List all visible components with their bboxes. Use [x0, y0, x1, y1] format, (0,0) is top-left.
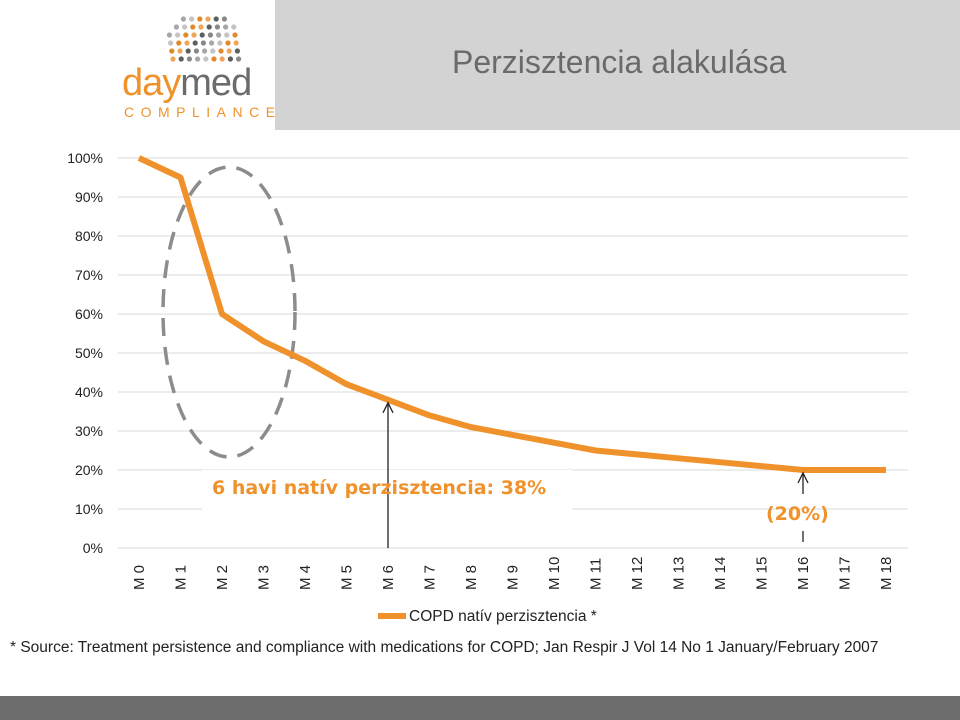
- y-tick-label: 80%: [74, 228, 103, 244]
- logo-dot: [231, 24, 236, 29]
- x-axis-ticks: [131, 557, 895, 590]
- logo-dot: [232, 32, 237, 37]
- y-tick-label: 100%: [67, 150, 103, 166]
- y-tick-label: 50%: [74, 345, 103, 361]
- x-tick-label: M 18: [878, 556, 895, 590]
- legend-label: COPD natív perzisztencia *: [409, 608, 597, 625]
- logo-dot: [203, 56, 208, 61]
- logo-dot: [224, 32, 229, 37]
- x-tick-label: M 9: [504, 564, 522, 590]
- logo-dot: [234, 40, 239, 45]
- logo-dot: [235, 48, 240, 53]
- x-tick-label: M 8: [463, 564, 480, 590]
- footer-bar: [0, 696, 960, 720]
- logo-dot: [169, 48, 174, 53]
- logo-dot: [187, 56, 192, 61]
- y-tick-label: 20%: [74, 462, 103, 478]
- x-tick-label: M 10: [546, 556, 563, 590]
- logo-dot: [179, 56, 184, 61]
- logo-dot: [184, 40, 189, 45]
- y-tick-label: 40%: [74, 384, 103, 400]
- logo-med-text: med: [180, 62, 252, 104]
- final-value-annotation: (20%): [766, 503, 829, 525]
- y-tick-label: 10%: [74, 501, 103, 517]
- logo-dot: [175, 32, 180, 37]
- logo-dots-graphic: [0, 0, 275, 70]
- x-tick-label: M 15: [753, 556, 771, 590]
- y-tick-label: 60%: [74, 306, 103, 322]
- logo-dot: [227, 48, 232, 53]
- x-tick-label: M 2: [214, 564, 231, 590]
- logo-dot: [193, 40, 198, 45]
- y-tick-label: 0%: [82, 540, 103, 556]
- logo-dot: [181, 16, 186, 21]
- logo-subtitle: COMPLIANCE: [124, 104, 282, 120]
- logo-dot: [190, 24, 195, 29]
- logo-day-text: day: [122, 62, 181, 104]
- x-tick-label: M 11: [587, 557, 605, 590]
- page-title: Perzisztencia alakulása: [452, 44, 787, 80]
- y-tick-label: 90%: [74, 189, 103, 205]
- logo-wordmark: [122, 64, 251, 102]
- x-tick-label: M 4: [297, 564, 314, 590]
- logo-dot: [202, 48, 207, 53]
- logo-dot: [182, 24, 187, 29]
- logo-dot: [195, 56, 200, 61]
- logo-dot: [236, 56, 241, 61]
- logo-dot: [205, 16, 210, 21]
- x-tick-label: M 17: [836, 556, 854, 590]
- logo-dot: [210, 48, 215, 53]
- persistence-chart: [0, 130, 960, 630]
- logo-dot: [218, 48, 223, 53]
- highlight-ellipse: [163, 167, 295, 457]
- logo-dot: [228, 56, 233, 61]
- y-axis-ticks: [67, 150, 103, 556]
- y-tick-label: 30%: [74, 423, 103, 439]
- logo-dot: [225, 40, 230, 45]
- logo-dot: [208, 32, 213, 37]
- logo: [0, 0, 282, 130]
- logo-dot: [168, 40, 173, 45]
- chart-legend: [378, 608, 597, 625]
- logo-dot: [177, 48, 182, 53]
- source-note: * Source: Treatment persistence and compliance with medications for COPD; Jan Respir J Vol 14 No 1 January/February 2007: [10, 639, 879, 656]
- logo-dot: [174, 24, 179, 29]
- logo-dot: [176, 40, 181, 45]
- logo-dot: [183, 32, 188, 37]
- x-tick-label: M 0: [131, 564, 148, 590]
- logo-dot: [200, 32, 205, 37]
- logo-dot: [211, 56, 216, 61]
- x-tick-label: M 1: [172, 564, 190, 590]
- logo-dot: [220, 56, 225, 61]
- x-tick-label: M 3: [255, 564, 273, 590]
- logo-dot: [201, 40, 206, 45]
- header-band: [0, 0, 960, 130]
- x-tick-label: M 16: [795, 556, 812, 590]
- x-tick-label: M 12: [629, 556, 646, 590]
- logo-dot: [223, 24, 228, 29]
- logo-dot: [207, 24, 212, 29]
- logo-dot: [222, 16, 227, 21]
- logo-dot: [217, 40, 222, 45]
- logo-dot: [191, 32, 196, 37]
- x-tick-label: M 6: [380, 564, 397, 590]
- logo-dot: [186, 48, 191, 53]
- logo-dot: [189, 16, 194, 21]
- six-month-annotation: 6 havi natív perzisztencia: 38%: [212, 477, 547, 499]
- logo-dot: [209, 40, 214, 45]
- logo-dot: [215, 24, 220, 29]
- y-tick-label: 70%: [74, 267, 103, 283]
- logo-dot: [197, 16, 202, 21]
- x-tick-label: M 14: [712, 556, 729, 590]
- x-tick-label: M 7: [421, 564, 439, 590]
- logo-dot: [194, 48, 199, 53]
- logo-dot: [198, 24, 203, 29]
- logo-dot: [214, 16, 219, 21]
- logo-dot: [167, 32, 172, 37]
- x-tick-label: M 13: [670, 556, 688, 590]
- logo-dot: [170, 56, 175, 61]
- x-tick-label: M 5: [338, 564, 356, 590]
- logo-dot: [216, 32, 221, 37]
